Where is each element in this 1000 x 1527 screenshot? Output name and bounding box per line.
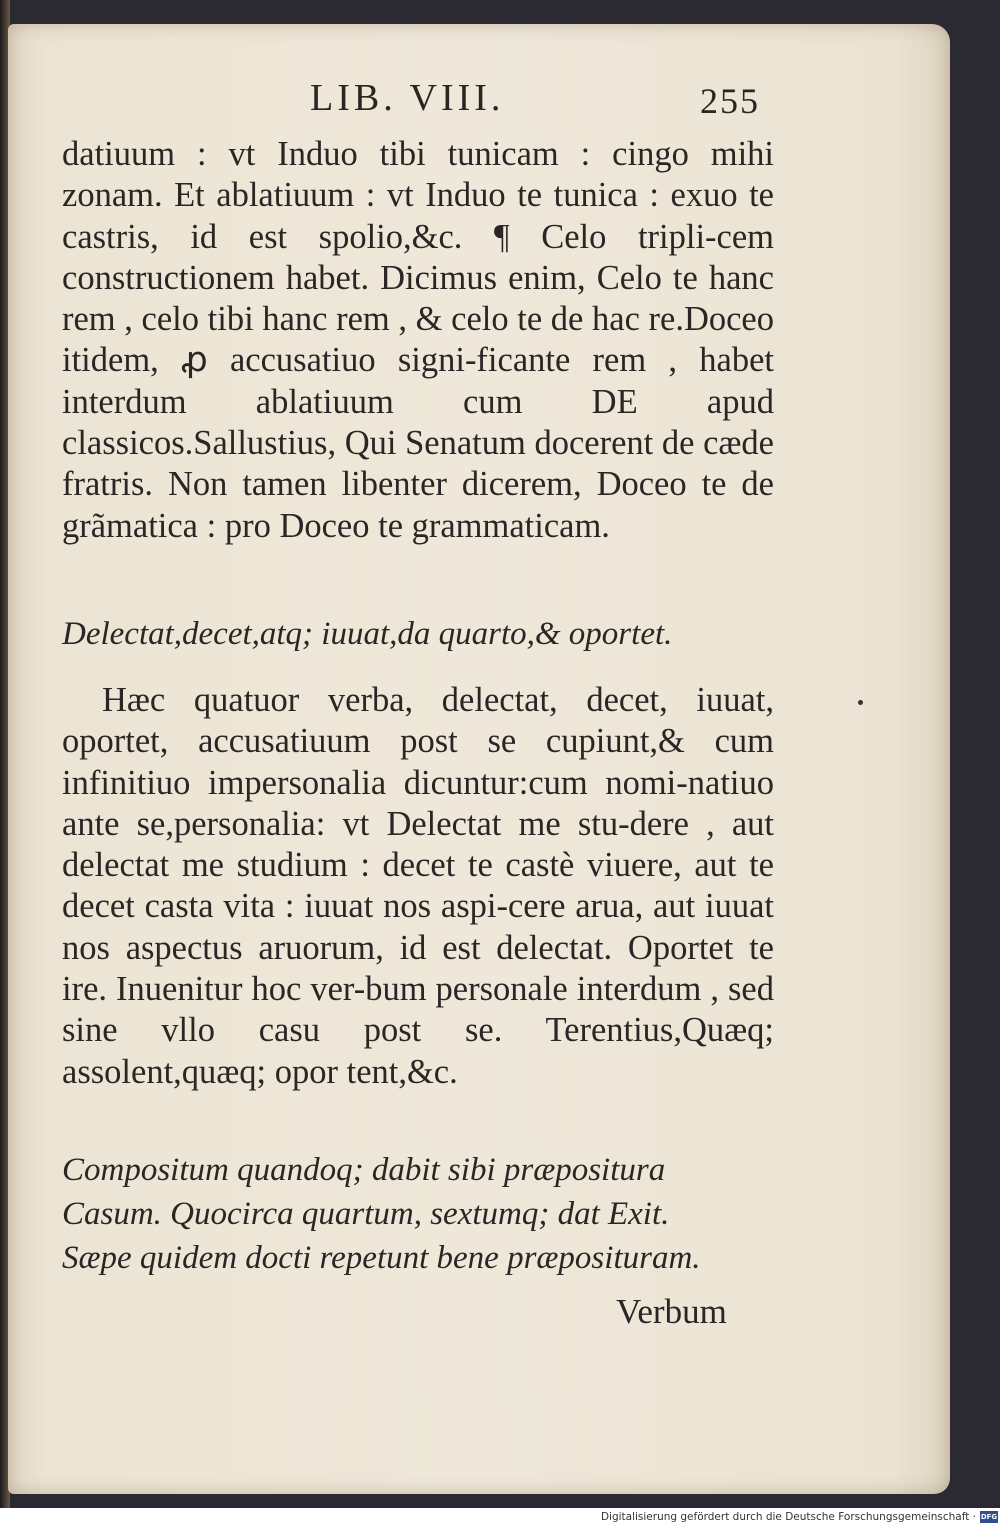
margin-ink-mark — [858, 700, 863, 705]
body-paragraph-1: datiuum : vt Induo tibi tunicam : cingo mihi zonam. Et ablatiuum : vt Induo te tunica : exuo te castris, id est spolio,&c. ¶ Celo tripli-cem constructionem habet. Dicimus enim, Celo te hanc rem , celo tibi hanc rem , & celo te de hac re.Doceo itidem, ꝓ accusatiuo signi-ficante rem , habet interdum ablatiuum cum DE apud classicos.Sallustius, Qui Senatum docerent de cæde fratris. Non tamen libenter dicerem, Doceo te de grãmatica : pro Doceo te grammaticam. — [62, 135, 774, 545]
body-paragraph-2: Hæc quatuor verba, delectat, decet, iuuat, oportet, accusatiuum post se cupiunt,& cum infinitiuo impersonalia dicuntur:cum nomi-natiuo ante se,personalia: vt Delectat me stu-dere , aut delectat me studium : decet te castè viuere, aut te decet casta vita : iuuat nos aspi-cere arua, aut iuuat nos aspectus aruorum, id est delectat. Oportet te ire. Inuenitur hoc ver-bum personale interdum , sed sine vllo casu post se. Terentius,Quæq; assolent,quæq; opor tent,&c. — [62, 681, 774, 1091]
verse-line: Compositum quandoq; dabit sibi præpositura — [62, 1152, 666, 1188]
verse-line: Delectat,decet,atq; iuuat,da quarto,& oportet. — [62, 616, 673, 652]
verse-line: Casum. Quocirca quartum, sextumq; dat Exit. — [62, 1196, 670, 1232]
verse-line: Sæpe quidem docti repetunt bene præposituram. — [62, 1240, 701, 1276]
verse-rule-2 — [62, 1148, 782, 1280]
running-head: LIB. VIII. — [310, 77, 505, 119]
digitization-credit: Digitalisierung gefördert durch die Deutsche Forschungsgemeinschaft · — [600, 1511, 976, 1523]
page-number: 255 — [700, 81, 760, 121]
dfg-logo: DFG — [980, 1513, 998, 1521]
catchword: Verbum — [616, 1292, 727, 1331]
verse-rule-1 — [62, 612, 782, 656]
